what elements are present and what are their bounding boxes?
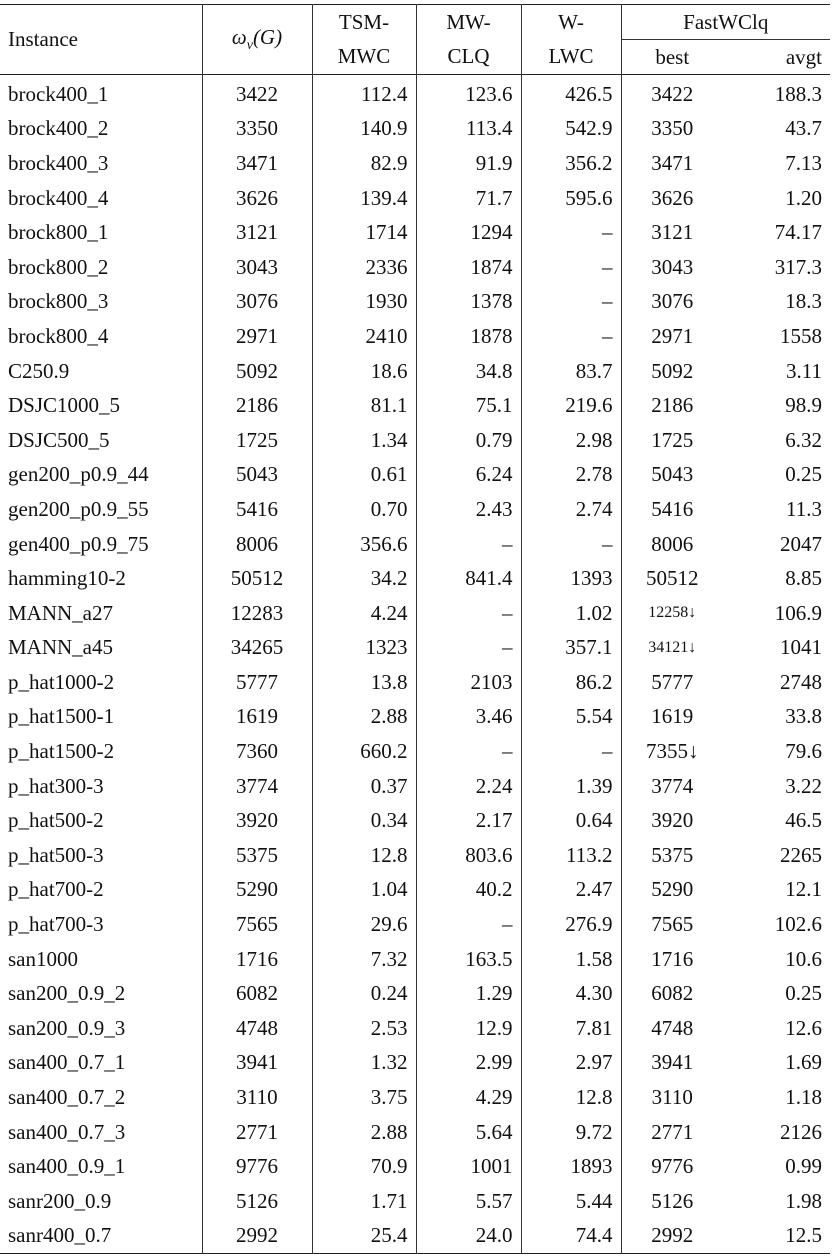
header-w-line2: LWC [521,40,621,75]
cell-avgt: 317.3 [774,254,823,279]
cell-best: 3626 [621,181,723,216]
header-fastwclq: FastWClq [621,5,830,40]
cell-best: 3121 [621,215,723,250]
cell-mw-clq: 40.2 [416,873,521,908]
table-row [0,976,830,1011]
cell-w-lwc: 5.44 [521,1184,621,1219]
cell-instance: brock800_2 [8,254,109,279]
cell-tsm-mwc: 1.71 [312,1184,416,1219]
cell-w-lwc: 86.2 [521,665,621,700]
cell-instance: gen200_p0.9_55 [8,496,149,521]
cell-w-lwc: 426.5 [521,75,621,112]
cell-best: 1619 [621,700,723,735]
cell-omega: 3941 [202,1046,312,1081]
cell-instance: sanr400_0.7 [8,1223,112,1248]
cell-avgt: 1.98 [785,1188,823,1213]
table-row [0,665,830,700]
cell-avgt: 188.3 [774,81,823,106]
cell-omega: 12283 [202,596,312,631]
header-tsm-line1: TSM- [312,5,416,40]
cell-mw-clq: 24.0 [416,1219,521,1254]
cell-tsm-mwc: 1.32 [312,1046,416,1081]
cell-best: 2992 [621,1219,723,1254]
table-row [0,803,830,838]
cell-w-lwc: 1.58 [521,942,621,977]
cell-omega: 5416 [202,492,312,527]
cell-mw-clq: 1878 [416,319,521,354]
cell-avgt: 2748 [780,669,823,694]
header-omega: $\omega_v(G)$ [202,5,312,75]
cell-mw-clq: 2.43 [416,492,521,527]
cell-mw-clq: 1294 [416,215,521,250]
cell-best: 3043 [621,250,723,285]
cell-omega: 34265 [202,631,312,666]
cell-mw-clq: – [416,596,521,631]
table-row [0,492,830,527]
table-row [0,907,830,942]
cell-instance: brock800_4 [8,323,109,348]
cell-mw-clq: 2.99 [416,1046,521,1081]
cell-omega: 2992 [202,1219,312,1254]
cell-tsm-mwc: 660.2 [312,734,416,769]
cell-omega: 1716 [202,942,312,977]
cell-instance: san400_0.9_1 [8,1154,126,1179]
cell-omega: 1725 [202,423,312,458]
cell-best: 8006 [621,527,723,562]
cell-mw-clq: 0.79 [416,423,521,458]
cell-avgt: 0.25 [785,462,823,487]
table-row [0,1115,830,1150]
cell-instance: MANN_a27 [8,600,113,625]
cell-best: 5375 [621,838,723,873]
table-row [0,423,830,458]
table-row [0,942,830,977]
table-row [0,838,830,873]
cell-omega: 3076 [202,285,312,320]
cell-omega: 3626 [202,181,312,216]
cell-w-lwc: 1.02 [521,596,621,631]
table-row [0,734,830,769]
table-row [0,215,830,250]
cell-w-lwc: 1893 [521,1149,621,1184]
cell-instance: p_hat1500-1 [8,704,115,729]
cell-best: 1716 [621,942,723,977]
cell-w-lwc: 1.39 [521,769,621,804]
cell-mw-clq: 71.7 [416,181,521,216]
cell-best: 6082 [621,976,723,1011]
cell-tsm-mwc: 2.88 [312,1115,416,1150]
cell-tsm-mwc: 81.1 [312,388,416,423]
header-mw-line2: CLQ [416,40,521,75]
cell-mw-clq: 123.6 [416,75,521,112]
cell-w-lwc: – [521,734,621,769]
cell-instance: sanr200_0.9 [8,1188,112,1213]
cell-avgt: 46.5 [785,808,823,833]
cell-tsm-mwc: 0.24 [312,976,416,1011]
cell-best: 4748 [621,1011,723,1046]
table-row [0,388,830,423]
cell-tsm-mwc: 1930 [312,285,416,320]
cell-omega: 3110 [202,1080,312,1115]
cell-omega: 3121 [202,215,312,250]
cell-mw-clq: 163.5 [416,942,521,977]
cell-best: 5126 [621,1184,723,1219]
results-body [0,75,830,1254]
cell-avgt: 3.11 [786,358,823,383]
cell-tsm-mwc: 82.9 [312,146,416,181]
cell-avgt: 3.22 [785,773,823,798]
cell-w-lwc: 5.54 [521,700,621,735]
cell-omega: 5777 [202,665,312,700]
cell-tsm-mwc: 70.9 [312,1149,416,1184]
cell-avgt: 12.1 [785,877,823,902]
cell-omega: 9776 [202,1149,312,1184]
cell-omega: 4748 [202,1011,312,1046]
cell-avgt: 12.6 [785,1015,823,1040]
table-row [0,285,830,320]
cell-mw-clq: 113.4 [416,112,521,147]
cell-mw-clq: 3.46 [416,700,521,735]
table-row [0,527,830,562]
cell-tsm-mwc: 34.2 [312,561,416,596]
cell-w-lwc: 12.8 [521,1080,621,1115]
cell-mw-clq: – [416,734,521,769]
cell-w-lwc: 595.6 [521,181,621,216]
cell-w-lwc: 542.9 [521,112,621,147]
cell-omega: 5092 [202,354,312,389]
table-row [0,181,830,216]
cell-best: 3350 [621,112,723,147]
table-row [0,250,830,285]
cell-w-lwc: 0.64 [521,803,621,838]
cell-avgt: 10.6 [785,946,823,971]
cell-mw-clq: – [416,631,521,666]
cell-omega: 50512 [202,561,312,596]
cell-instance: brock400_3 [8,150,109,175]
cell-omega: 7360 [202,734,312,769]
cell-avgt: 74.17 [774,220,823,245]
cell-avgt: 1558 [780,323,823,348]
header-instance: Instance [8,27,78,51]
table-row [0,1149,830,1184]
table-row [0,1011,830,1046]
table-row [0,1080,830,1115]
cell-best: 50512 [621,561,723,596]
cell-avgt: 1041 [780,635,823,660]
cell-mw-clq: 6.24 [416,458,521,493]
table-row [0,112,830,147]
cell-mw-clq: 91.9 [416,146,521,181]
header-best: best [621,40,723,75]
cell-instance: hamming10-2 [8,566,126,591]
cell-tsm-mwc: 1.34 [312,423,416,458]
cell-mw-clq: 5.57 [416,1184,521,1219]
cell-mw-clq: 75.1 [416,388,521,423]
table-row [0,319,830,354]
cell-w-lwc: 2.98 [521,423,621,458]
cell-best: 3422 [621,75,723,112]
cell-omega: 3774 [202,769,312,804]
cell-best: 2186 [621,388,723,423]
cell-instance: p_hat500-3 [8,842,104,867]
cell-avgt: 102.6 [774,912,823,937]
cell-instance: p_hat1500-2 [8,739,115,764]
cell-avgt: 1.20 [785,185,823,210]
cell-omega: 3422 [202,75,312,112]
cell-mw-clq: 1378 [416,285,521,320]
cell-omega: 5043 [202,458,312,493]
cell-instance: san200_0.9_2 [8,981,126,1006]
table-row [0,146,830,181]
cell-mw-clq: 841.4 [416,561,521,596]
cell-tsm-mwc: 356.6 [312,527,416,562]
cell-avgt: 8.85 [785,566,823,591]
cell-w-lwc: 7.81 [521,1011,621,1046]
cell-tsm-mwc: 1323 [312,631,416,666]
cell-tsm-mwc: 2410 [312,319,416,354]
cell-best: 2771 [621,1115,723,1150]
cell-mw-clq: 2.17 [416,803,521,838]
cell-tsm-mwc: 12.8 [312,838,416,873]
cell-avgt: 1.18 [785,1085,823,1110]
cell-instance: gen400_p0.9_75 [8,531,149,556]
cell-tsm-mwc: 25.4 [312,1219,416,1254]
cell-best: 5416 [621,492,723,527]
cell-avgt: 6.32 [785,427,823,452]
cell-avgt: 2047 [780,531,823,556]
cell-omega: 2186 [202,388,312,423]
cell-instance: C250.9 [8,358,70,383]
cell-w-lwc: – [521,250,621,285]
cell-tsm-mwc: 2.88 [312,700,416,735]
cell-omega: 6082 [202,976,312,1011]
cell-best: 5043 [621,458,723,493]
cell-w-lwc: – [521,527,621,562]
cell-tsm-mwc: 112.4 [312,75,416,112]
cell-omega: 7565 [202,907,312,942]
table-row [0,769,830,804]
cell-best: 3110 [621,1080,723,1115]
cell-omega: 5126 [202,1184,312,1219]
cell-w-lwc: 9.72 [521,1115,621,1150]
table-row [0,596,830,631]
cell-w-lwc: 2.78 [521,458,621,493]
cell-best: 34121↓ [621,631,723,666]
cell-omega: 8006 [202,527,312,562]
cell-tsm-mwc: 0.70 [312,492,416,527]
cell-instance: san200_0.9_3 [8,1015,126,1040]
cell-tsm-mwc: 0.34 [312,803,416,838]
table-row [0,873,830,908]
cell-mw-clq: – [416,907,521,942]
table-row [0,458,830,493]
cell-avgt: 2265 [780,842,823,867]
cell-instance: brock800_1 [8,220,109,245]
cell-tsm-mwc: 7.32 [312,942,416,977]
cell-tsm-mwc: 140.9 [312,112,416,147]
cell-avgt: 18.3 [785,289,823,314]
cell-avgt: 1.69 [785,1050,823,1075]
table-row [0,561,830,596]
cell-w-lwc: 4.30 [521,976,621,1011]
cell-tsm-mwc: 0.37 [312,769,416,804]
cell-best: 5777 [621,665,723,700]
cell-w-lwc: 219.6 [521,388,621,423]
cell-mw-clq: 34.8 [416,354,521,389]
cell-avgt: 106.9 [774,600,823,625]
cell-w-lwc: – [521,215,621,250]
cell-tsm-mwc: 3.75 [312,1080,416,1115]
table-row [0,1219,830,1254]
cell-best: 1725 [621,423,723,458]
cell-instance: brock400_4 [8,185,109,210]
cell-mw-clq: 2103 [416,665,521,700]
table-row [0,1046,830,1081]
cell-best: 2971 [621,319,723,354]
table-row [0,700,830,735]
cell-avgt: 0.99 [785,1154,823,1179]
cell-omega: 1619 [202,700,312,735]
cell-best: 5092 [621,354,723,389]
header-w-line1: W- [521,5,621,40]
cell-w-lwc: 276.9 [521,907,621,942]
cell-mw-clq: 1.29 [416,976,521,1011]
table-row [0,1184,830,1219]
cell-mw-clq: 5.64 [416,1115,521,1150]
cell-instance: san400_0.7_1 [8,1050,126,1075]
cell-w-lwc: 2.47 [521,873,621,908]
cell-mw-clq: 1874 [416,250,521,285]
cell-mw-clq: – [416,527,521,562]
cell-avgt: 7.13 [785,150,823,175]
cell-omega: 3920 [202,803,312,838]
cell-mw-clq: 803.6 [416,838,521,873]
cell-instance: brock800_3 [8,289,109,314]
cell-best: 9776 [621,1149,723,1184]
cell-w-lwc: – [521,319,621,354]
cell-instance: p_hat500-2 [8,808,104,833]
cell-w-lwc: 2.74 [521,492,621,527]
results-table [0,4,830,1254]
cell-instance: brock400_1 [8,81,109,106]
cell-instance: p_hat1000-2 [8,669,115,694]
cell-best: 3941 [621,1046,723,1081]
cell-omega: 5290 [202,873,312,908]
header-avgt: avgt [785,44,823,69]
cell-instance: gen200_p0.9_44 [8,462,149,487]
table-row [0,631,830,666]
cell-avgt: 11.3 [786,496,823,521]
cell-omega: 3350 [202,112,312,147]
cell-w-lwc: 1393 [521,561,621,596]
cell-w-lwc: – [521,285,621,320]
cell-best: 3920 [621,803,723,838]
cell-avgt: 0.25 [785,981,823,1006]
table-row [0,75,830,112]
cell-avgt: 2126 [780,1119,823,1144]
cell-instance: san400_0.7_2 [8,1085,126,1110]
cell-w-lwc: 113.2 [521,838,621,873]
cell-instance: p_hat700-2 [8,877,104,902]
cell-tsm-mwc: 0.61 [312,458,416,493]
cell-mw-clq: 12.9 [416,1011,521,1046]
cell-best: 7565 [621,907,723,942]
cell-omega: 3471 [202,146,312,181]
cell-avgt: 12.5 [785,1223,823,1248]
cell-best: 7355↓ [621,734,723,769]
cell-instance: p_hat300-3 [8,773,104,798]
header-mw-line1: MW- [416,5,521,40]
cell-mw-clq: 4.29 [416,1080,521,1115]
cell-mw-clq: 1001 [416,1149,521,1184]
cell-instance: san1000 [8,946,78,971]
cell-tsm-mwc: 1.04 [312,873,416,908]
cell-instance: DSJC500_5 [8,427,110,452]
cell-w-lwc: 2.97 [521,1046,621,1081]
cell-avgt: 43.7 [785,116,823,141]
cell-w-lwc: 356.2 [521,146,621,181]
cell-instance: MANN_a45 [8,635,113,660]
header-tsm-line2: MWC [312,40,416,75]
cell-tsm-mwc: 139.4 [312,181,416,216]
cell-omega: 2971 [202,319,312,354]
cell-omega: 2771 [202,1115,312,1150]
cell-avgt: 79.6 [785,739,823,764]
cell-tsm-mwc: 18.6 [312,354,416,389]
cell-best: 3471 [621,146,723,181]
cell-tsm-mwc: 1714 [312,215,416,250]
cell-tsm-mwc: 13.8 [312,665,416,700]
table-row [0,354,830,389]
cell-instance: p_hat700-3 [8,912,104,937]
cell-tsm-mwc: 4.24 [312,596,416,631]
cell-w-lwc: 74.4 [521,1219,621,1254]
cell-w-lwc: 357.1 [521,631,621,666]
cell-omega: 5375 [202,838,312,873]
cell-tsm-mwc: 29.6 [312,907,416,942]
cell-instance: brock400_2 [8,116,109,141]
cell-instance: DSJC1000_5 [8,393,121,418]
cell-tsm-mwc: 2336 [312,250,416,285]
cell-best: 3774 [621,769,723,804]
cell-best: 3076 [621,285,723,320]
cell-omega: 3043 [202,250,312,285]
cell-instance: san400_0.7_3 [8,1119,126,1144]
cell-best: 12258↓ [621,596,723,631]
cell-avgt: 98.9 [785,393,823,418]
cell-avgt: 33.8 [785,704,823,729]
cell-tsm-mwc: 2.53 [312,1011,416,1046]
cell-mw-clq: 2.24 [416,769,521,804]
cell-w-lwc: 83.7 [521,354,621,389]
cell-best: 5290 [621,873,723,908]
